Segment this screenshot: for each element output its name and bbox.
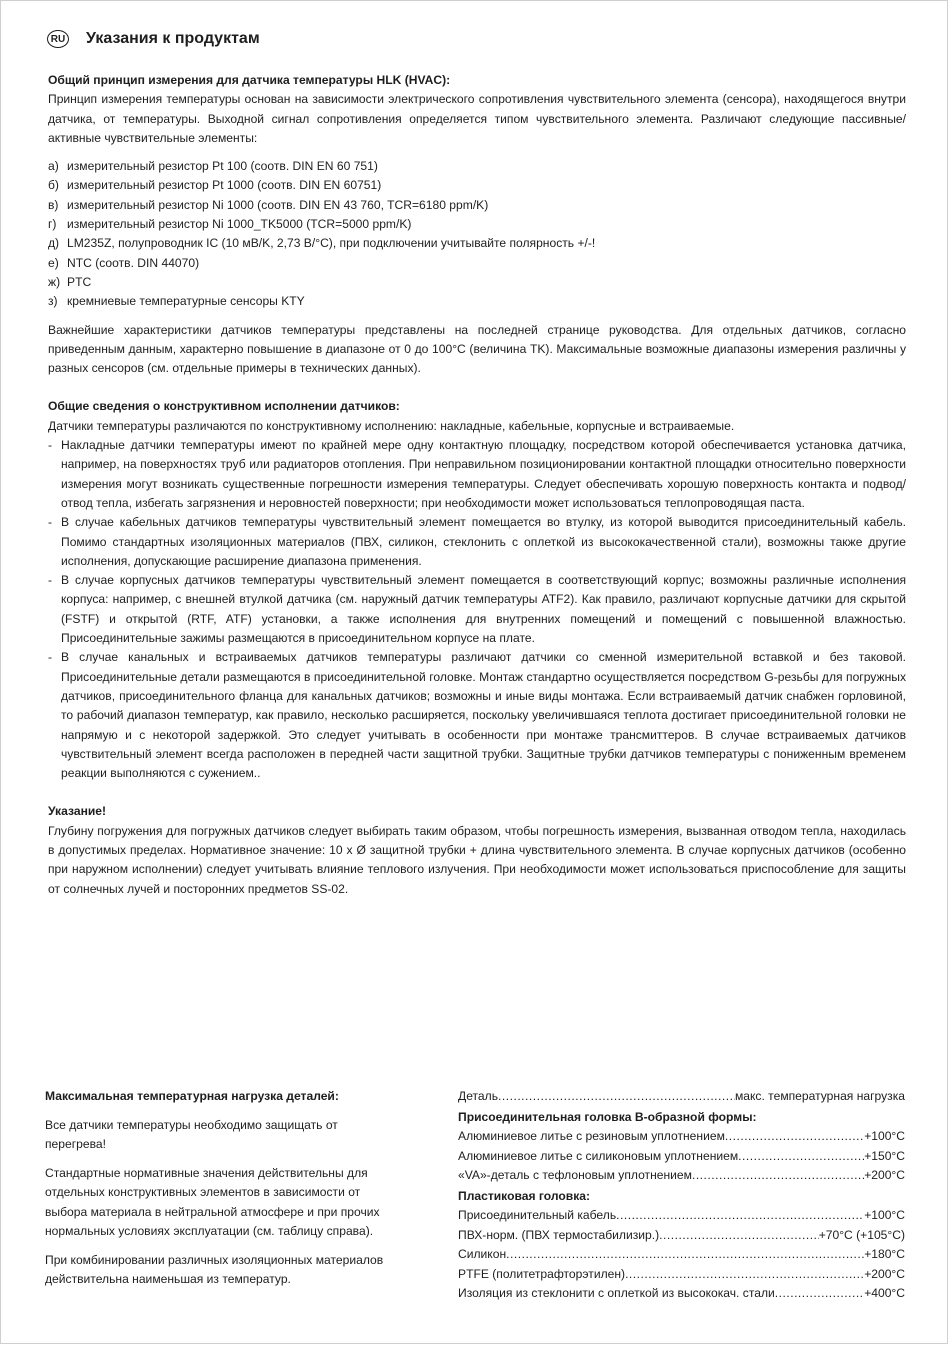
table-row: Алюминиевое литье с резиновым уплотнением ..... +100°C (458, 1127, 905, 1147)
list-item: д) LM235Z, полупроводник IC (10 мВ/K, 2,73 В/°C), при подключении учитывайте полярность +/-! (48, 236, 596, 251)
design-bullet: - Накладные датчики температуры имеют по крайней мере одну контактную площадку, посредством которой обеспечивается установка датчика, например, на поверхностях труб или радиаторов отопления. При неправильном позиционировании контактной площадки относительно поверхности измерения могут возникать существенные погрешности измерения температуры. Следует обеспечивать хорошую поверхность контакта и подвод/отвод тепла, избегать загрязнения и неровностей поверхности; при необходимости может использоваться теплопроводящая паста. (48, 438, 906, 510)
max-temperature-info (45, 1087, 390, 1299)
table-row: Изоляция из стеклонити с оплеткой из высококач. стали ..... +400°C (458, 1284, 905, 1304)
table-group-title: Присоединительная головка B-образной формы: (458, 1109, 757, 1124)
table-header-row: Деталь ..... макс. температурная нагрузка (458, 1087, 905, 1107)
design-bullet: - В случае кабельных датчиков температуры чувствительный элемент помещается во втулку, из которой выводится присоединительный кабель. Помимо стандартных изоляционных материалов (ПВХ, силикон, стеклонить с оплеткой из высококачественной стали), возможны также другие исполнения, допускающие расширение диапазона применения. (48, 515, 906, 568)
list-item: б) измерительный резистор Pt 1000 (соотв. DIN EN 60751) (48, 178, 382, 193)
info-paragraph: Стандартные нормативные значения действительны для отдельных конструктивных элементов в зависимости от выбора материала в нейтральной атмосфере и при прочих нормальных условиях эксплуатации (см. таблицу справа). (45, 1165, 380, 1238)
list-item: г) измерительный резистор Ni 1000_TK5000 (TCR=5000 ppm/K) (48, 217, 412, 232)
list-item: a) измерительный резистор Pt 100 (соотв. DIN EN 60 751) (48, 159, 378, 174)
notice-title: Указание! (48, 804, 107, 819)
section-design-intro: Датчики температуры различаются по конструктивному исполнению: накладные, кабельные, корпусные и встраиваемые. (48, 418, 735, 433)
list-item: е) NTC (соотв. DIN 44070) (48, 255, 200, 270)
table-row: PTFE (политетрафторэтилен) ..... +200°C (458, 1265, 905, 1285)
list-item: ж) PTC (48, 274, 92, 289)
page-title: Указания к продуктам (86, 30, 260, 47)
list-item: в) измерительный резистор Ni 1000 (соотв. DIN EN 43 760, TCR=6180 ppm/K) (48, 197, 489, 212)
max-temperature-title: Максимальная температурная нагрузка деталей: (45, 1089, 339, 1103)
list-item: з) кремниевые температурные сенсоры KTY (48, 294, 305, 309)
section-measurement-title: Общий принцип измерения для датчика температуры HLK (HVAC): (48, 73, 451, 87)
info-paragraph: При комбинировании различных изоляционных материалов действительна наименьшая из температур. (45, 1252, 384, 1286)
section-design-title: Общие сведения о конструктивном исполнении датчиков: (48, 399, 400, 414)
table-group-title: Пластиковая головка: (458, 1188, 590, 1203)
characteristics-note: Важнейшие характеристики датчиков температуры представлены на последней странице руководства. Для отдельных датчиков, согласно приведенным данным, характерно повышение в диапазоне от 0 до 100°C (величина TK). Максимальные возможные диапазоны измерения различны у разных сенсоров (см. отдельные примеры в технических данных). (48, 322, 906, 376)
design-bullet: - В случае канальных и встраиваемых датчиков температуры различают датчики со сменной измерительной вставкой и без таковой. Присоединительные детали размещаются в присоединительной головке. Монтаж стандартно осуществляется посредством G-резьбы для погружных датчиков, присоединительного фланца для канальных датчиков; возможны и иные виды монтажа. Если встраиваемый датчик снабжен горловиной, то рабочий диапазон температур, как правило, несколько расширяется, поскольку увеличившаяся теплота достигает присоединительной головки не напрямую и с некоторой задержкой. Это следует учитывать в особенности при монтаже трансмиттеров. В случае встраиваемых датчиков чувствительный элемент всегда расположен в передней части защитной трубки. Защитные трубки датчиков температуры с пониженным временем реакции выполняются с сужением.. (48, 650, 906, 781)
notice-body: Глубину погружения для погружных датчиков следует выбирать таким образом, чтобы погрешность измерения, вызванная отводом тепла, находилась в допустимых пределах. Нормативное значение: 10 х Ø защитной трубки + длина чувствительного элемента. В случае корпусных датчиков (особенно при наружном исполнении) следует учитывать влияние теплового излучения. При необходимости может использоваться приспособление для защиты от солнечных лучей и посторонних предметов SS-02. (48, 823, 906, 896)
temperature-table (458, 1087, 905, 1304)
sensor-element-list (48, 157, 906, 311)
table-row: ПВХ-норм. (ПВХ термостабилизир.) ..... +70°C (+105°C) (458, 1226, 905, 1246)
table-row: Силикон ..... +180°C (458, 1245, 905, 1265)
info-paragraph: Все датчики температуры необходимо защищать от перегрева! (45, 1117, 338, 1151)
table-row: «VA»-деталь с тефлоновым уплотнением ..... +200°C (458, 1166, 905, 1186)
table-row: Алюминиевое литье с силиконовым уплотнением ..... +150°C (458, 1147, 905, 1167)
table-row: Присоединительный кабель ..... +100°C (458, 1206, 905, 1226)
language-badge: RU (47, 30, 69, 48)
main-content (48, 71, 906, 899)
section-measurement-body: Принцип измерения температуры основан на зависимости электрического сопротивления чувствительного элемента (сенсора), находящегося внутри датчика, от температуры. Выходной сигнал сопротивления определяется типом чувствительного элемента. Различают следующие пассивные/активные чувствительные элементы: (48, 92, 906, 145)
design-bullet: - В случае корпусных датчиков температуры чувствительный элемент помещается в соответствующий корпус; возможны различные исполнения корпуса: например, с внешней втулкой датчика (см. наружный датчик температуры ATF2). Как правило, различают корпусные датчики для скрытой (FSTF) и открытой (RTF, ATF) установки, а также исполнения для внутренних помещений и помещений с повышенной влажностью. Присоединительные зажимы размещаются в присоединительном корпусе на плате. (48, 573, 906, 646)
page-header (47, 30, 260, 48)
